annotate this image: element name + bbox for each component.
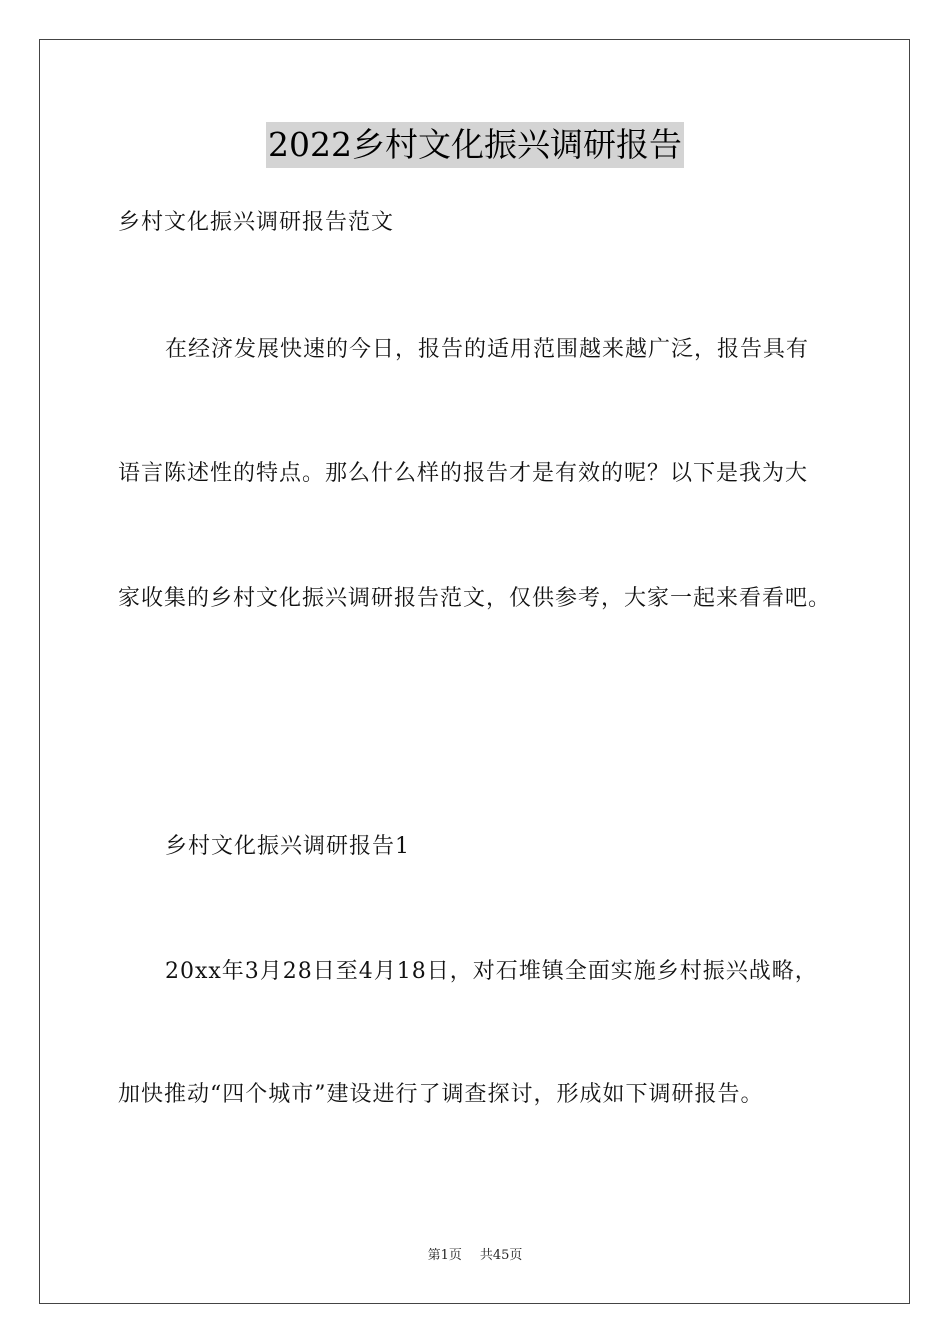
section-heading: 乡村文化振兴调研报告1 <box>165 834 410 859</box>
title-container <box>0 122 950 168</box>
intro-line-2: 语言陈述性的特点。那么什么样的报告才是有效的呢？以下是我为大 <box>118 461 809 486</box>
section-line-2: 加快推动“四个城市”建设进行了调查探讨，形成如下调研报告。 <box>118 1082 764 1107</box>
page-footer <box>0 1247 950 1265</box>
intro-line-1: 在经济发展快速的今日，报告的适用范围越来越广泛，报告具有 <box>165 337 810 362</box>
page-number: 第1页 <box>427 1248 462 1263</box>
section-line-1: 20xx年3月28日至4月18日，对石堆镇全面实施乡村振兴战略， <box>165 959 818 984</box>
document-title: 2022乡村文化振兴调研报告 <box>266 122 684 168</box>
document-subtitle: 乡村文化振兴调研报告范文 <box>118 210 395 235</box>
page-total: 共45页 <box>479 1248 523 1263</box>
intro-line-3: 家收集的乡村文化振兴调研报告范文，仅供参考，大家一起来看看吧。 <box>118 586 832 611</box>
